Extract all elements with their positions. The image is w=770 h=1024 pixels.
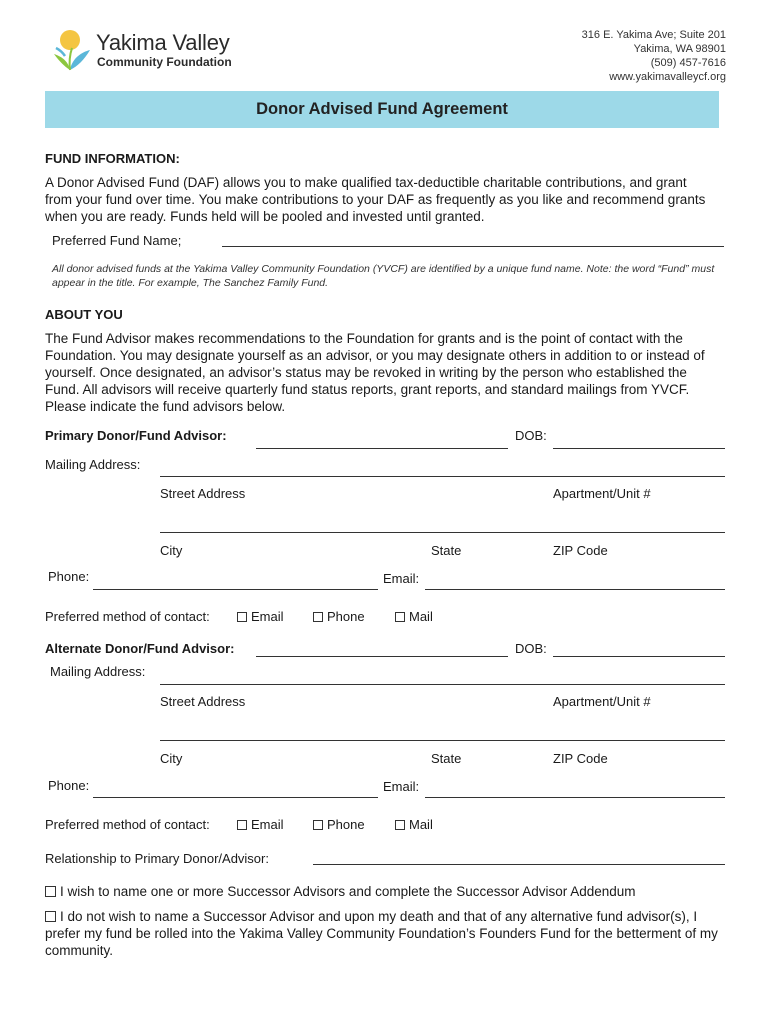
alternate-street-field[interactable] — [160, 684, 725, 685]
title-bar — [45, 91, 719, 128]
alternate-apt-caption: Apartment/Unit # — [553, 694, 651, 709]
fund-info-body: A Donor Advised Fund (DAF) allows you to make qualified tax-deductible charitable contributions, and grant from your fund over time. You make contributions to your DAF as frequently as you like and recommend grants when you are ready. Funds held will be pooled and invested until granted. — [45, 175, 706, 224]
alternate-contact-mail[interactable]: Mail — [395, 816, 433, 833]
primary-phone-field[interactable] — [93, 589, 378, 590]
alternate-dob-field[interactable] — [553, 656, 725, 657]
primary-dob-field[interactable] — [553, 448, 725, 449]
checkbox-icon — [395, 820, 405, 830]
primary-contact-mail[interactable]: Mail — [395, 608, 433, 625]
alternate-advisor-field[interactable] — [256, 656, 508, 657]
alternate-email-field[interactable] — [425, 797, 725, 798]
primary-contact-phone[interactable]: Phone — [313, 608, 365, 625]
fund-name-note: All donor advised funds at the Yakima Valley Community Foundation (YVCF) are identified by a unique fund name. Note: the word “Fund” must appear in the title. For example, The Sanchez Family Fund. — [52, 263, 715, 289]
about-heading: ABOUT YOU — [45, 307, 123, 322]
alternate-email-label: Email: — [383, 779, 420, 794]
primary-advisor-label: Primary Donor/Fund Advisor: — [45, 428, 227, 443]
primary-street-caption: Street Address — [160, 486, 246, 501]
org-name: Yakima Valley Community Foundation — [96, 30, 232, 69]
checkbox-icon — [313, 820, 323, 830]
alternate-contact-label: Preferred method of contact: — [45, 817, 210, 832]
primary-contact-email[interactable]: Email — [237, 608, 284, 625]
primary-state-caption: State — [431, 543, 462, 558]
primary-zip-caption: ZIP Code — [553, 543, 608, 558]
checkbox-icon — [237, 612, 247, 622]
org-logo — [50, 26, 92, 72]
alternate-zip-caption: ZIP Code — [553, 751, 608, 766]
fund-info-heading: FUND INFORMATION: — [45, 151, 180, 166]
primary-street-field[interactable] — [160, 476, 725, 477]
alternate-contact-phone[interactable]: Phone — [313, 816, 365, 833]
page-title: Donor Advised Fund Agreement — [256, 100, 508, 118]
checkbox-icon — [313, 612, 323, 622]
primary-city-field[interactable] — [160, 532, 725, 533]
alternate-advisor-label: Alternate Donor/Fund Advisor: — [45, 641, 235, 656]
primary-dob-label: DOB: — [515, 428, 547, 443]
successor-option-1[interactable]: I wish to name one or more Successor Advisors and complete the Successor Advisor Addendum — [45, 883, 725, 900]
alternate-phone-field[interactable] — [93, 797, 378, 798]
primary-mailing-label: Mailing Address: — [45, 457, 141, 472]
checkbox-icon — [45, 886, 56, 897]
relationship-field[interactable] — [313, 864, 725, 865]
alternate-contact-email[interactable]: Email — [237, 816, 284, 833]
primary-city-caption: City — [160, 543, 183, 558]
alternate-city-caption: City — [160, 751, 183, 766]
alternate-state-caption: State — [431, 751, 462, 766]
alternate-dob-label: DOB: — [515, 641, 547, 656]
alternate-city-field[interactable] — [160, 740, 725, 741]
preferred-fund-field[interactable] — [222, 246, 724, 247]
successor-option-2[interactable]: I do not wish to name a Successor Advisor and upon my death and that of any alternative fund advisor(s), I prefer my fund be rolled into the Yakima Valley Community Foundation’s Founders Fund for the betterment of my community. — [45, 909, 718, 958]
org-address: 316 E. Yakima Ave; Suite 201 Yakima, WA 98901 (509) 457-7616 www.yakimavalleycf.org — [581, 29, 726, 83]
alternate-street-caption: Street Address — [160, 694, 246, 709]
primary-email-label: Email: — [383, 571, 420, 586]
about-body: The Fund Advisor makes recommendations to the Foundation for grants and is the point of contact with the Foundation. You may designate yourself as an advisor, or you may designate others in addition to or instead of yourself. Once designated, an advisor’s status may be revoked in writing by the person who established the Fund. All advisors will receive quarterly fund status reports, grant reports, and standard mailings from YVCF. Please indicate the fund advisors below. — [45, 331, 705, 414]
preferred-fund-label: Preferred Fund Name; — [52, 233, 182, 248]
alternate-mailing-label: Mailing Address: — [50, 664, 146, 679]
primary-contact-label: Preferred method of contact: — [45, 609, 210, 624]
primary-advisor-field[interactable] — [256, 448, 508, 449]
alternate-phone-label: Phone: — [48, 778, 90, 793]
primary-phone-label: Phone: — [48, 569, 90, 584]
primary-email-field[interactable] — [425, 589, 725, 590]
primary-apt-caption: Apartment/Unit # — [553, 486, 651, 501]
relationship-label: Relationship to Primary Donor/Advisor: — [45, 851, 269, 866]
checkbox-icon — [237, 820, 247, 830]
checkbox-icon — [45, 911, 56, 922]
checkbox-icon — [395, 612, 405, 622]
